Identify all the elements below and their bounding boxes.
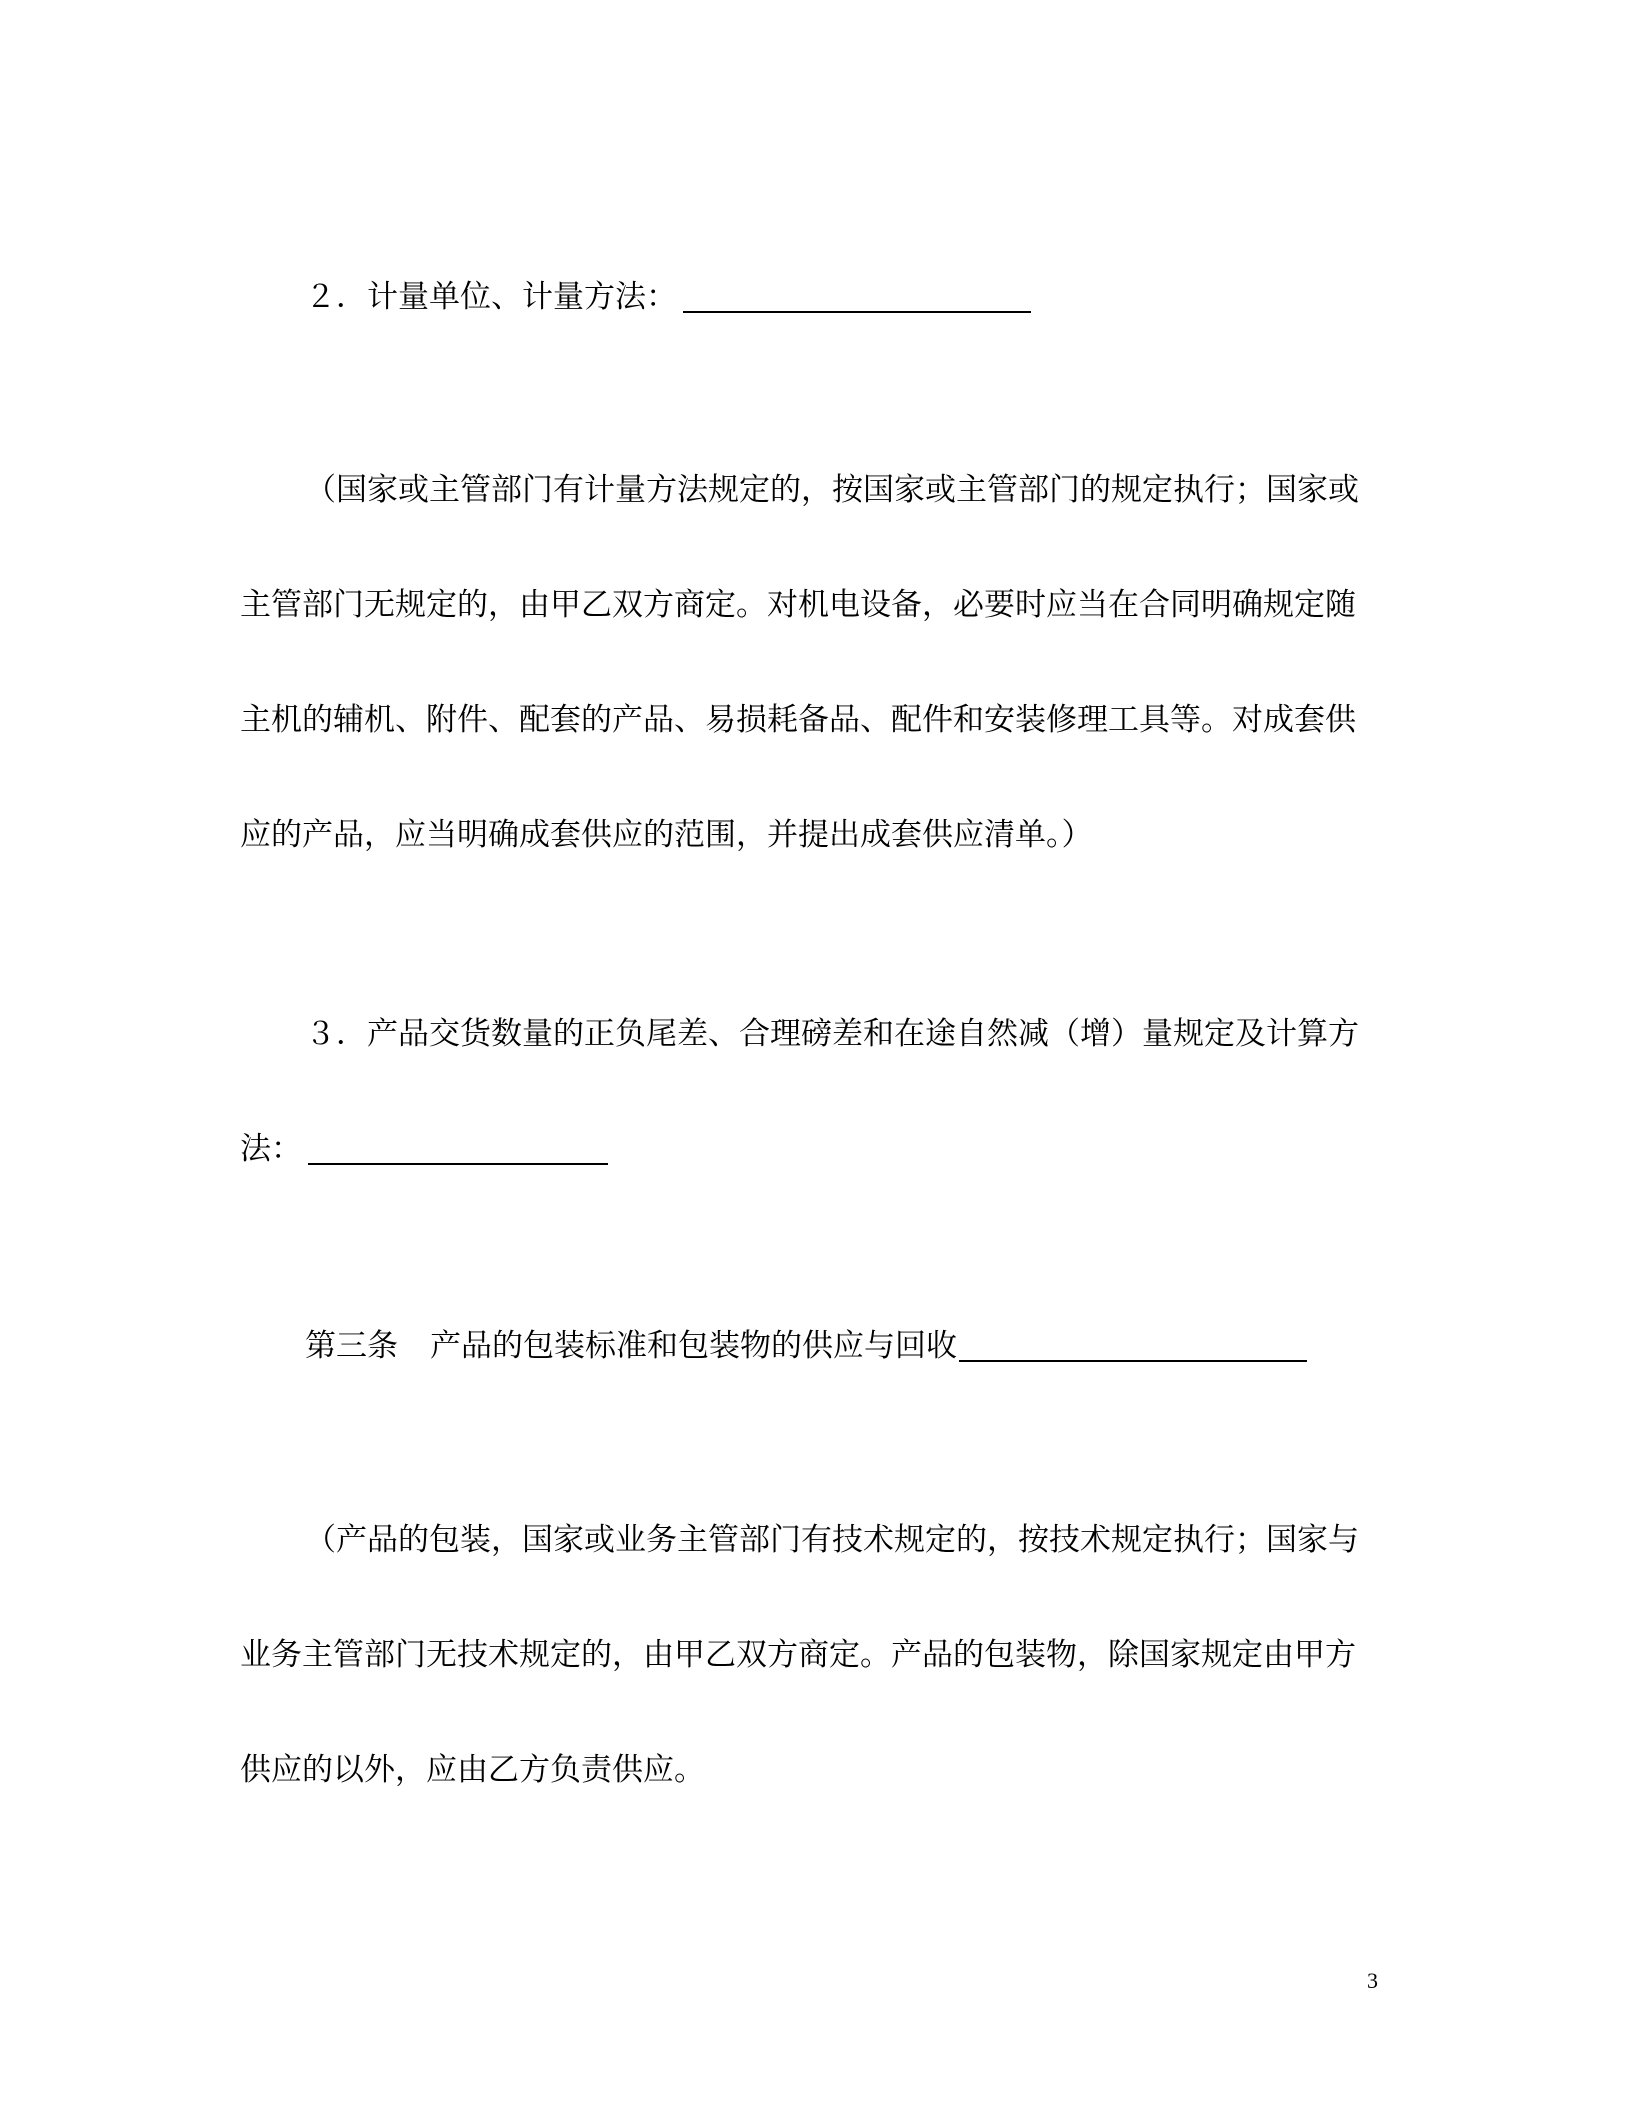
article-3-title: 产品的包装标准和包装物的供应与回收 xyxy=(430,1328,957,1364)
note-2-line-3: 供应的以外，应由乙方负责供应。 xyxy=(240,1752,705,1788)
note-1-line-2: 主管部门无规定的，由甲乙双方商定。对机电设备，必要时应当在合同明确规定随 xyxy=(240,587,1356,623)
article-3-heading xyxy=(305,1326,1307,1366)
item-3-line-2 xyxy=(240,1129,608,1169)
article-3-number: 第三条 xyxy=(305,1328,398,1364)
item-2-measurement-unit xyxy=(305,277,1031,317)
measurement-blank-line xyxy=(683,281,1031,313)
note-1-line-4: 应的产品，应当明确成套供应的范围，并提出成套供应清单。） xyxy=(240,817,1093,853)
page-number: 3 xyxy=(1367,1968,1378,1993)
item-2-label: ２．计量单位、计量方法： xyxy=(305,279,677,315)
note-1-line-1: （国家或主管部门有计量方法规定的，按国家或主管部门的规定执行；国家或 xyxy=(305,472,1359,508)
note-2-line-2: 业务主管部门无技术规定的，由甲乙双方商定。产品的包装物，除国家规定由甲方 xyxy=(240,1637,1356,1673)
item-3-line-1: ３．产品交货数量的正负尾差、合理磅差和在途自然减（增）量规定及计算方 xyxy=(305,1016,1359,1052)
item-3-label: 法： xyxy=(240,1131,302,1167)
packaging-blank-line xyxy=(959,1330,1307,1362)
note-1-line-3: 主机的辅机、附件、配套的产品、易损耗备品、配件和安装修理工具等。对成套供 xyxy=(240,702,1356,738)
calculation-blank-line xyxy=(308,1133,608,1165)
note-2-line-1: （产品的包装，国家或业务主管部门有技术规定的，按技术规定执行；国家与 xyxy=(305,1522,1359,1558)
